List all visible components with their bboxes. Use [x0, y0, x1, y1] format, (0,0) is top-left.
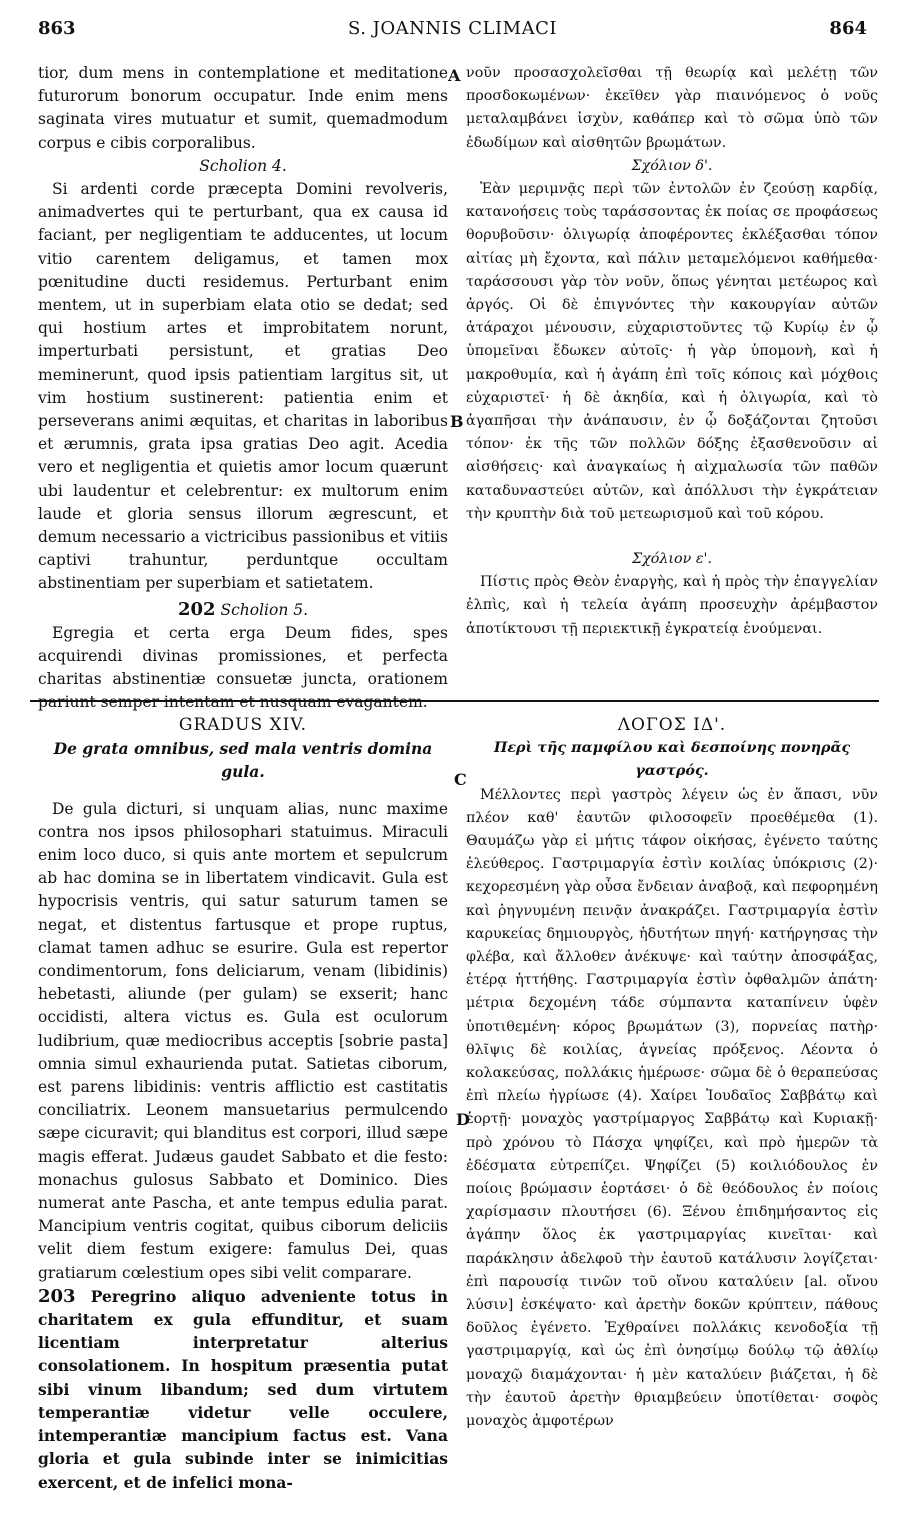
logos-title: ΛΟΓΟΣ ΙΔ'. [617, 715, 727, 735]
latin-gula-text-2: Peregrino aliquo adveniente totus in charitatem ex gula effunditur, et suam licentiam interpretatur alterius consolationem. In hospitum præsentia putat sibi vinum libandum; sed dum virtutem temperantiæ videtur velle occulere, intemperantiæ mancipium factus est. Vana gloria et gula subinde inter se inimicitias exercent, et de infelici mona- [38, 1286, 448, 1492]
running-header [24, 8, 881, 48]
section-divider [30, 700, 879, 702]
running-title: S. JOANNIS CLIMACI [348, 18, 557, 39]
gradus-subtitle: De grata omnibus, sed mala ventris domina gula. [53, 739, 433, 782]
latin-column-bottom [38, 714, 448, 1494]
greek-column-bottom [466, 714, 878, 1433]
greek-column-top [466, 62, 878, 641]
page-number-right: 864 [829, 18, 867, 39]
greek-scholion-4-heading: Σχόλιον δ'. [631, 157, 713, 174]
latin-scholion-5-heading: Scholion 5. [220, 600, 309, 619]
greek-gula-text: Μέλλοντες περὶ γαστρὸς λέγειν ὡς ἐν ἅπασι, νῦν πλέον καθ' ἑαυτῶν φιλοσοφεῖν προεθέμεθα (1). Θαυμάζω γὰρ εἰ μήτις τάφον οἰκήσας, ἐγένετο ταύτης ἐλεύθερος. Γαστριμαργία ἐστὶν κοιλίας ὑπόκρισις (2)· κεχορεσμένη γὰρ οὖσα ἔνδειαν ἀναβοᾷ, καὶ πεφορημένη καὶ ῥηγνυμένη πεινᾷν ἀνακράζει. Γαστριμαργία ἐστὶν καρυκείας δημιουργὸς, ἡδυτήτων πηγή· κατήργησας τὴν φλέβα, καὶ ἄλλοθεν ἀνέκυψε· καὶ ταύτην ἀποσφάξας, ἑτέρᾳ ἡττήθης. Γαστριμαργία ἐστὶν ὀφθαλμῶν ἀπάτη· μέτρια δεχομένη τάδε σύμπαντα καταπίνειν ὑφὲν ὑποτιθεμένη· κόρος βρωμάτων (3), πορνείας πατὴρ· θλῖψις δὲ κοιλίας, ἁγνείας πρόξενος. Λέοντα ὁ κολακεύσας, πολλάκις ἡμέρωσε· σῶμα δὲ ὁ θεραπεύσας ἐπὶ πλείω ἠγρίωσε (4). Χαίρει Ἰουδαῖος Σαββάτῳ καὶ ἑορτῇ· μοναχὸς γαστρίμαργος Σαββάτῳ καὶ Κυριακῇ· πρὸ χρόνου τὸ Πάσχα ψηφίζει, καὶ πρὸ ἡμερῶν τὰ ἐδέσματα εὐτρεπίζει. Ψηφίζει (5) κοιλιόδουλος ἐν ποίοις βρώμασιν ἑορτάσει· ὁ δὲ θεόδουλος ἐν ποίοις χαρίσμασιν πλουτήσει (6). Ξένου ἐπιδημήσαντος εἰς ἀγάπην ὅλος ἐκ γαστριμαργίας κινεῖται· καὶ παράκλησιν ἀδελφοῦ τὴν ἑαυτοῦ κατάλυσιν λογίζεται· ἐπὶ παρουσίᾳ τινῶν τοῦ οἴνου καταλύειν [al. οἴνου λύσιν] ἐσκέψατο· καὶ ἀρετὴν δοκῶν κρύπτειν, πάθους δοῦλος ἐγένετο. Ἐχθραίνει πολλάκις κενοδοξία τῇ γαστριμαργίᾳ, καὶ ὡς ἐπὶ ὀνησίμῳ δούλῳ τῷ ἀθλίῳ μοναχῷ διαμάχονται· ἡ μὲν καταλύειν βιάζεται, ἡ δὲ τὴν ἑαυτοῦ ἀρετὴν θριαμβεύειν ὑποτίθεται· σοφὸς μοναχὸς ἀμφοτέρων [466, 786, 878, 1430]
latin-column-top [38, 62, 448, 715]
logos-subtitle: Περὶ τῆς παμφίλου καὶ δεσποίνης πονηρᾶς γαστρός. [493, 740, 851, 780]
column-marker-b: B [450, 412, 464, 431]
column-marker-d: D [456, 1110, 470, 1129]
greek-scholion-5-text: Πίστις πρὸς Θεὸν ἐναργὴς, καὶ ἡ πρὸς τὴν ἐπαγγελίαν ἐλπὶς, καὶ ἡ τελεία ἀγάπη προσευχὴν ἀρέμβαστον ἀποτίκτουσι τῇ περιεκτικῇ ἐγκρατείᾳ ἑνούμεναι. [466, 574, 878, 637]
greek-scholion-4-text: Ἐὰν μεριμνᾷς περὶ τῶν ἐντολῶν ἐν ζεούσῃ καρδίᾳ, κατανοήσεις τοὺς ταράσσοντας ἐκ ποίας σε προφάσεως θορυβοῦσιν· ὀλιγωρίᾳ ἀποφέροντες ἐκλέξασθαι τόπον αἰτίας μὴ ἔχοντα, καὶ πάλιν μεταμελόμενοι καθήμεθα· ταράσσουσι γὰρ τὸν νοῦν, ὅπως γένηται μετέωρος καὶ ἀργός. Οἱ δὲ ἐπιγνόντες τὴν κακουργίαν αὐτῶν ἀτάραχοι μένουσιν, εὐχαριστοῦντες τῷ Κυρίῳ ἐν ᾧ ὑπομεῖναι ἔδωκεν αὐτοῖς· ἡ γὰρ ὑπομονὴ, καὶ ἡ μακροθυμία, καὶ ἡ ἀγάπη ἐπὶ τοῖς κόποις καὶ μόχθοις εὐχαριστεῖ· ἡ δὲ ἀκηδία, καὶ ἡ ὀλιγωρία, καὶ τὸ ἀγαπῆσαι τὴν ἀνάπαυσιν, ἐν ᾧ δοξάζονται ζητοῦσι τόπον· ἐκ τῆς τῶν πολλῶν δόξης ἐξασθενοῦσιν αἱ αἰσθήσεις· καὶ ἀναγκαίως ἡ αἰχμαλωσία τῶν παθῶν καταδυναστεύει αὐτῶν, καὶ ἀπόλλυσι τὴν ἐγκράτειαν τὴν κρυπτὴν διὰ τοῦ μετεωρισμοῦ καὶ τοῦ κόρου. [466, 181, 878, 522]
greek-intro-text: νοῦν προσασχολεῖσθαι τῇ θεωρίᾳ καὶ μελέτῃ τῶν προσδοκωμένων· ἐκεῖθεν γὰρ πιαινόμενος ὁ νοῦς μεταλαμβάνει ἰσχὺν, καθάπερ καὶ τὸ σῶμα ὑπὸ τῶν ἐδωδίμων καὶ αἰσθητῶν βρωμάτων. [466, 65, 878, 151]
column-number-203: 203 [38, 1285, 76, 1307]
latin-gula-text-1: De gula dicturi, si unquam alias, nunc maxime contra nos ipsos philosophari statuimus. Miraculi enim loco duco, si quis ante mortem et sepulcrum ab hac domina se in libertatem vindicavit. Gula est hypocrisis ventris, qui satur saturum tamen se negat, et distentus fartusque et prope ruptus, clamat tamen adhuc se esurire. Gula est repertor condimentorum, fons deliciarum, venam (libidinis) hebetasti, aliunde (per gulam) se exserit; hanc occidisti, altera victus es. Gula est oculorum ludibrium, quæ mediocribus acceptis [sobrie pasta] omnia simul exhaurienda putat. Satietas ciborum, est parens libidinis: ventris afflictio est castitatis conciliatrix. Leonem mansuetarius permulcendo sæpe cicuravit; qui blanditus est corpori, illud sæpe magis efferat. Judæus gaudet Sabbato et die festo: monachus gulosus Sabbato et Dominico. Dies numerat ante Pascha, et ante tempus edulia parat. Mancipium ventris cogitat, quibus ciborum deliciis velit diem festum exigere: famulus Dei, quas gratiarum cœlestium opes sibi velit comparare. [38, 799, 448, 1282]
latin-scholion-4-heading: Scholion 4. [199, 156, 287, 175]
greek-scholion-5-heading: Σχόλιον ε'. [631, 551, 713, 568]
latin-scholion-5-text: Egregia et certa erga Deum fides, spes acquirendi divinas promissiones, et perfecta charitas abstinentiæ consuetæ juncta, orationem pariunt semper intentam et nusquam evagantem. [38, 623, 448, 712]
latin-scholion-4-text: Si ardenti corde præcepta Domini revolveris, animadvertes qui te perturbant, qua ex causa id faciant, per negligentiam te adducentes, ut locum vitio carentem deligamus, et tamen mox pœnitudine ducti residemus. Perturbant enim mentem, ut in superbiam elata otio se dedat; sed qui hostium artes et improbitatem norunt, imperturbati persistunt, et gratias Deo meminerunt, quod ipsis patientiam largitus sit, ut vim hostium sustinerent: patientia enim et perseverans animi æquitas, et charitas in laboribus et ærumnis, grata ipsa gratias Deo agit. Acedia vero et negligentia et quietis amor locum quærunt ubi laudentur et celebrentur: ex multorum enim laude et gloria sensus illorum ægrescunt, et demum necessario a victricibus passionibus et vitiis captivi trahuntur, perduntque occultam abstinentiam per superbiam et satietatem. [38, 180, 448, 593]
latin-scholion-5-heading-line [38, 598, 448, 622]
page-number-left: 863 [38, 18, 76, 39]
column-number-202: 202 [177, 598, 216, 620]
column-marker-a: A [448, 66, 461, 85]
latin-intro-text: tior, dum mens in contemplatione et meditatione futurorum bonorum occupatur. Inde enim mens saginata vires mutuatur et sumit, quemadmodum corpus e cibis corporalibus. [38, 64, 448, 152]
gradus-title: GRADUS XIV. [178, 715, 308, 735]
column-marker-c: C [454, 770, 467, 789]
